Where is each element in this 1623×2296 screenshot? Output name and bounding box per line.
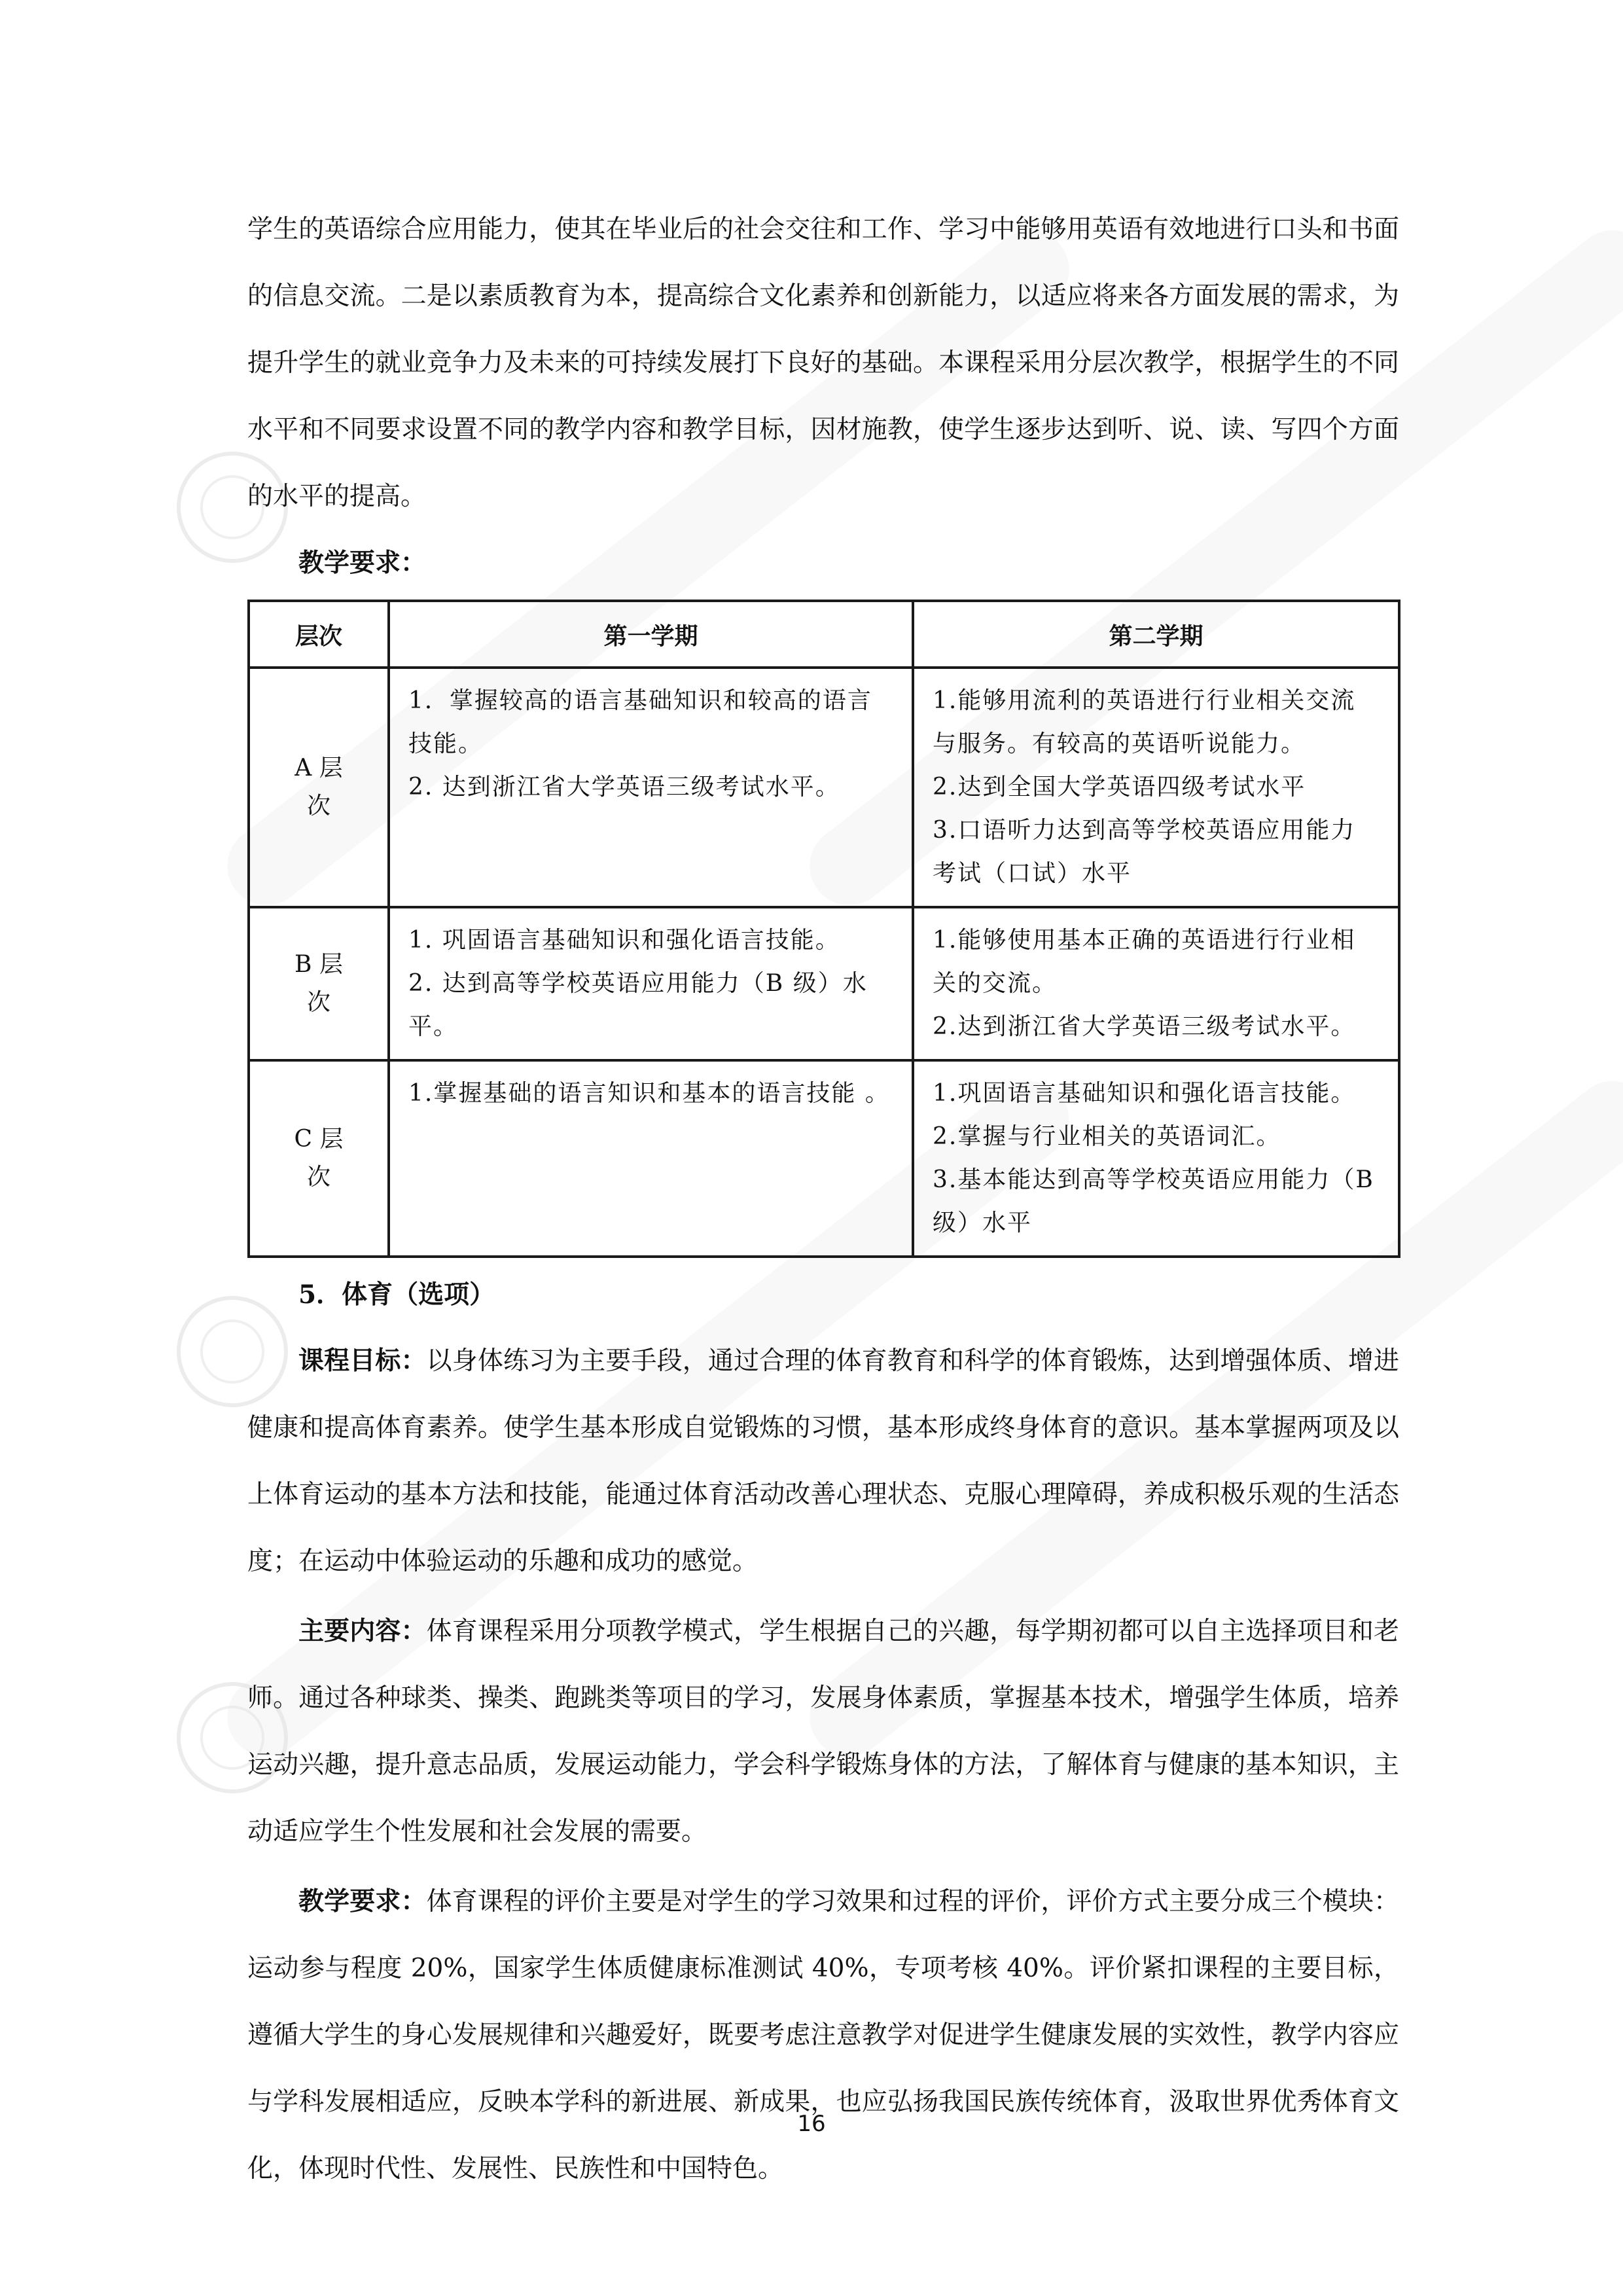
course-goal-text: 以身体练习为主要手段，通过合理的体育教育和科学的体育锻炼，达到增强体质、增进健康和提高体育素养。使学生基本形成自觉锻炼的习惯，基本形成终身体育的意识。基本掌握两项及以上体育运动的基本方法和技能，能通过体育活动改善心理状态、克服心理障碍，养成积极乐观的生活态度；在运动中体验运动的乐趣和成功的感觉。 [247,1346,1399,1576]
table-row [249,907,1399,1060]
table-header-row [249,601,1399,668]
intro-paragraph: 学生的英语综合应用能力，使其在毕业后的社会交往和工作、学习中能够用英语有效地进行口头和书面的信息交流。二是以素质教育为本，提高综合文化素养和创新能力，以适应将来各方面发展的需求，为提升学生的就业竞争力及未来的可持续发展打下良好的基础。本课程采用分层次教学，根据学生的不同水平和不同要求设置不同的教学内容和教学目标，因材施教，使学生逐步达到听、说、读、写四个方面的水平的提高。 [247,215,1399,511]
teaching-req-text: 体育课程的评价主要是对学生的学习效果和过程的评价，评价方式主要分成三个模块：运动参与程度 20%，国家学生体质健康标准测试 40%，专项考核 40%。评价紧扣课程的主要目标，遵循大学生的身心发展规律和兴趣爱好，既要考虑注意教学对促进学生健康发展的实效性，教学内容应与学科发展相适应，反映本学科的新进展、新成果，也应弘扬我国民族传统体育，汲取世界优秀体育文化，体现时代性、发展性、民族性和中国特色。 [247,1887,1399,2183]
section-heading: 5．体育（选项） [298,1280,495,1310]
level-cell: A 层 次 [249,668,389,907]
term2-cell: 1.能够使用基本正确的英语进行行业相关的交流。 2.达到浙江省大学英语三级考试水平。 [913,907,1399,1060]
course-goal-paragraph [247,1327,1399,1595]
teaching-req-paragraph [247,1868,1399,2202]
main-content-text: 体育课程采用分项教学模式，学生根据自己的兴趣，每学期初都可以自主选择项目和老师。通过各种球类、操类、跑跳类等项目的学习，发展身体素质，掌握基本技术，增强学生体质，培养运动兴趣，提升意志品质，发展运动能力，学会科学锻炼身体的方法，了解体育与健康的基本知识，主动适应学生个性发展和社会发展的需要。 [247,1617,1399,1846]
level-cell: C 层 次 [249,1060,389,1257]
header-level: 层次 [249,601,389,668]
term2-cell: 1.能够用流利的英语进行行业相关交流与服务。有较高的英语听说能力。 2.达到全国大学英语四级考试水平 3.口语听力达到高等学校英语应用能力考试（口试）水平 [913,668,1399,907]
header-term2: 第二学期 [913,601,1399,668]
page-number: 16 [797,2111,826,2137]
term2-cell: 1.巩固语言基础知识和强化语言技能。 2.掌握与行业相关的英语词汇。 3.基本能达到高等学校英语应用能力（B 级）水平 [913,1060,1399,1257]
term1-cell: 1．掌握较高的语言基础知识和较高的语言技能。 2. 达到浙江省大学英语三级考试水平。 [389,668,913,907]
table-row [249,1060,1399,1257]
teaching-requirements-table [247,600,1400,1258]
term1-cell: 1. 巩固语言基础知识和强化语言技能。 2. 达到高等学校英语应用能力（B 级）水平。 [389,907,913,1060]
requirements-label: 教学要求： [298,548,427,578]
main-content-paragraph [247,1598,1399,1865]
term1-cell: 1.掌握基础的语言知识和基本的语言技能 。 [389,1060,913,1257]
course-goal-label: 课程目标： [298,1346,427,1376]
teaching-req-label: 教学要求： [298,1886,427,1916]
header-term1: 第一学期 [389,601,913,668]
page-content [247,196,1399,2202]
table-row [249,668,1399,907]
level-cell: B 层 次 [249,907,389,1060]
main-content-label: 主要内容： [298,1616,427,1646]
